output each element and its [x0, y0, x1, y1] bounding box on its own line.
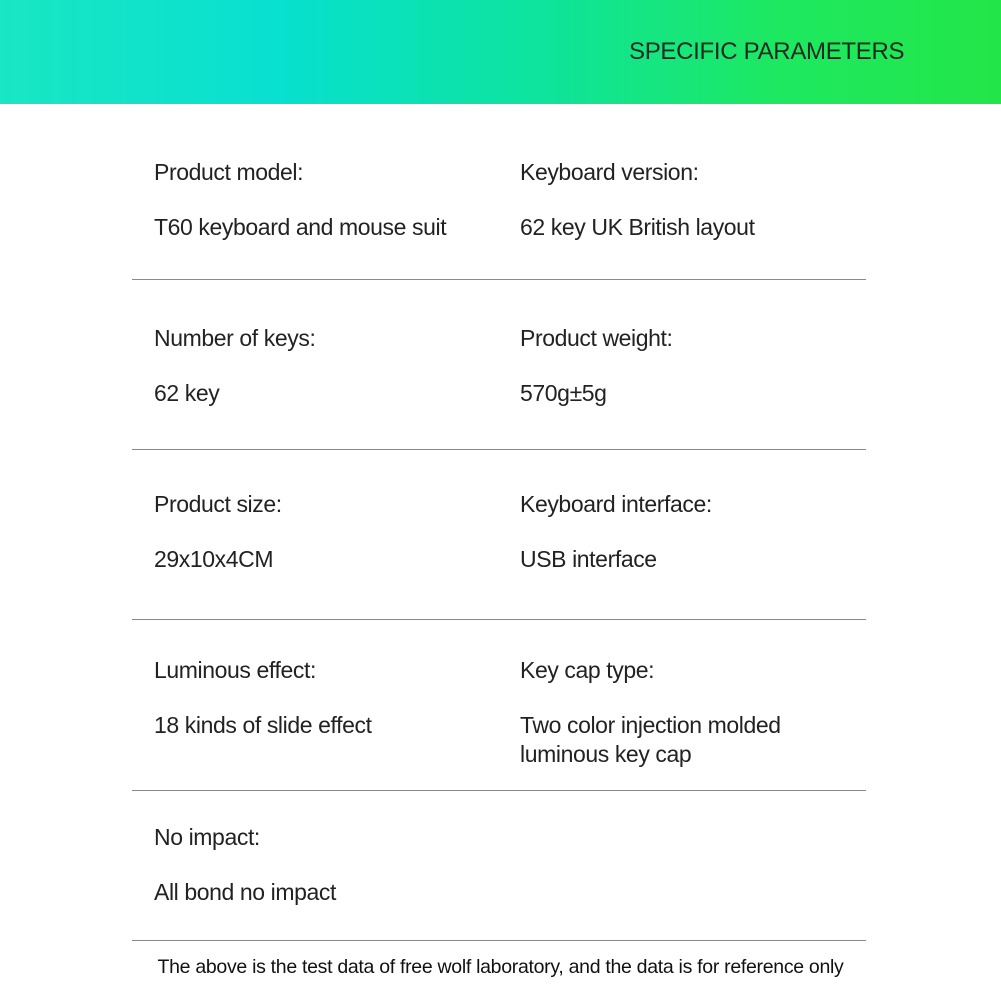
page-title: SPECIFIC PARAMETERS: [629, 38, 905, 65]
spec-row: [132, 791, 866, 941]
spec-value: USB interface: [520, 546, 657, 572]
spec-value: 62 key: [154, 380, 220, 406]
spec-value: 29x10x4CM: [154, 546, 274, 572]
spec-value: 18 kinds of slide effect: [154, 712, 372, 738]
spec-label: Key cap type:: [520, 657, 655, 683]
spec-label: Keyboard version:: [520, 159, 699, 185]
spec-value: 570g±5g: [520, 380, 607, 406]
spec-label: Product model:: [154, 159, 304, 185]
spec-value: Two color injection molded luminous key cap: [520, 712, 781, 767]
spec-label: No impact:: [154, 824, 260, 850]
spec-row: [132, 450, 866, 620]
header-banner: [0, 0, 1001, 104]
spec-value: T60 keyboard and mouse suit: [154, 214, 447, 240]
spec-value: 62 key UK British layout: [520, 214, 755, 240]
spec-label: Keyboard interface:: [520, 491, 712, 517]
spec-label: Product size:: [154, 491, 282, 517]
spec-label: Product weight:: [520, 325, 673, 351]
spec-row: [132, 620, 866, 791]
spec-table: [132, 104, 866, 941]
spec-label: Number of keys:: [154, 325, 316, 351]
spec-label: Luminous effect:: [154, 657, 316, 683]
spec-row: [132, 280, 866, 450]
spec-row: [132, 104, 866, 280]
spec-value: All bond no impact: [154, 879, 337, 905]
footnote: The above is the test data of free wolf laboratory, and the data is for reference only: [157, 956, 844, 978]
